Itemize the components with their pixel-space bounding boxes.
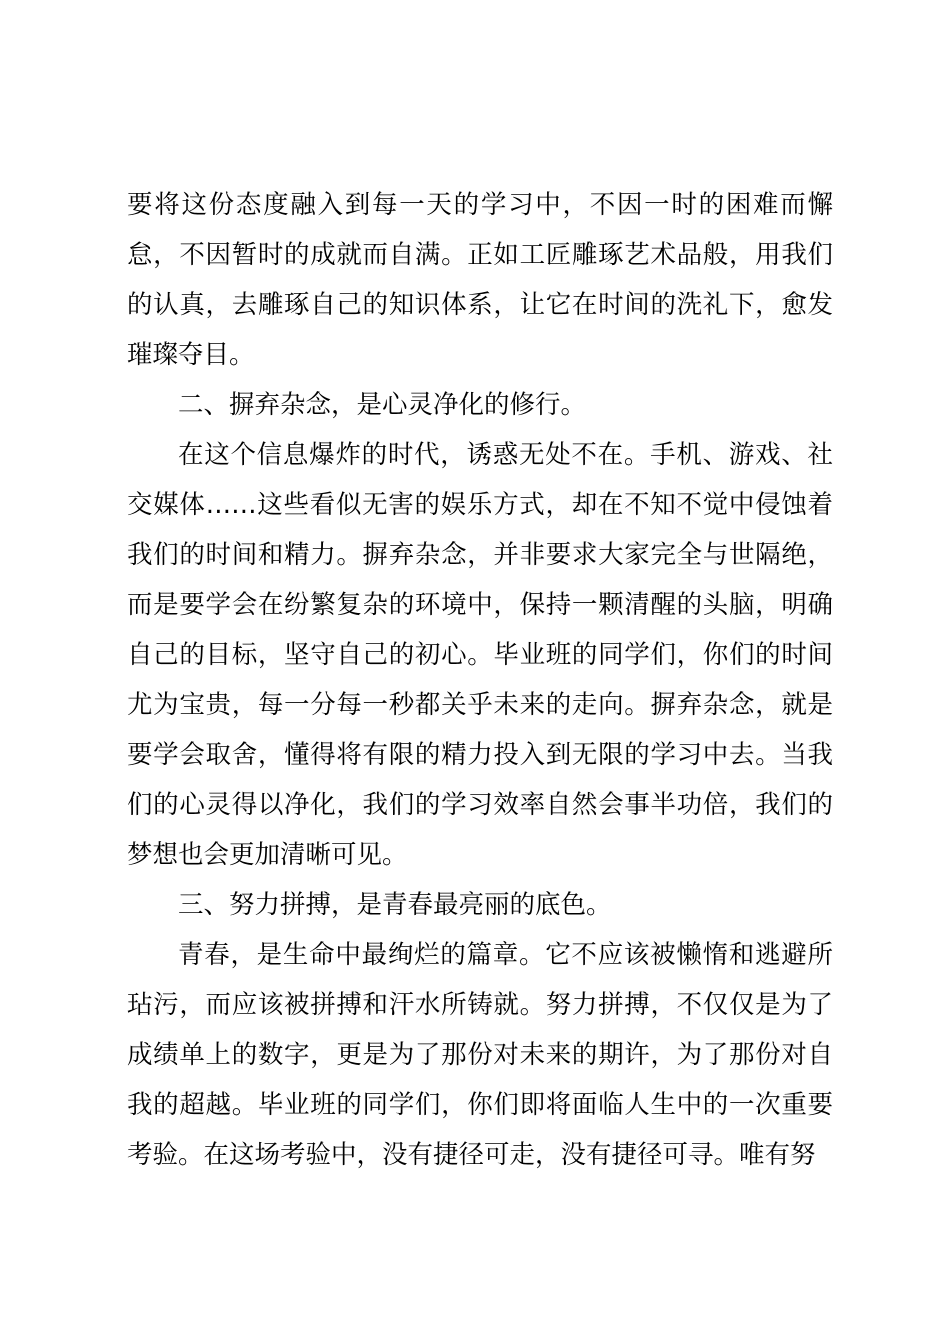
section-heading-3: 三、努力拼搏，是青春最亮丽的底色。 bbox=[178, 890, 612, 920]
paragraph-section-3: 青春，是生命中最绚烂的篇章。它不应该被懒惰和逃避所玷污，而应该被拼搏和汗水所铸就。努力拼搏，不仅仅是为了成绩单上的数字，更是为了那份对未来的期许，为了那份对自我的超越。毕业班的同学们，你们即将面临人生中的一次重要考验。在这场考验中，没有捷径可走，没有捷径可寻。唯有努 bbox=[127, 940, 833, 1170]
document-body bbox=[127, 180, 833, 1180]
paragraph-section-2: 在这个信息爆炸的时代，诱惑无处不在。手机、游戏、社交媒体……这些看似无害的娱乐方式，却在不知不觉中侵蚀着我们的时间和精力。摒弃杂念，并非要求大家完全与世隔绝，而是要学会在纷繁复杂的环境中，保持一颗清醒的头脑，明确自己的目标，坚守自己的初心。毕业班的同学们，你们的时间尤为宝贵，每一分每一秒都关乎未来的走向。摒弃杂念，就是要学会取舍，懂得将有限的精力投入到无限的学习中去。当我们的心灵得以净化，我们的学习效率自然会事半功倍，我们的梦想也会更加清晰可见。 bbox=[127, 440, 833, 870]
paragraph-continuation: 要将这份态度融入到每一天的学习中，不因一时的困难而懈怠，不因暂时的成就而自满。正如工匠雕琢艺术品般，用我们的认真，去雕琢自己的知识体系，让它在时间的洗礼下，愈发璀璨夺目。 bbox=[127, 190, 833, 370]
section-heading-2: 二、摒弃杂念，是心灵净化的修行。 bbox=[178, 390, 587, 420]
